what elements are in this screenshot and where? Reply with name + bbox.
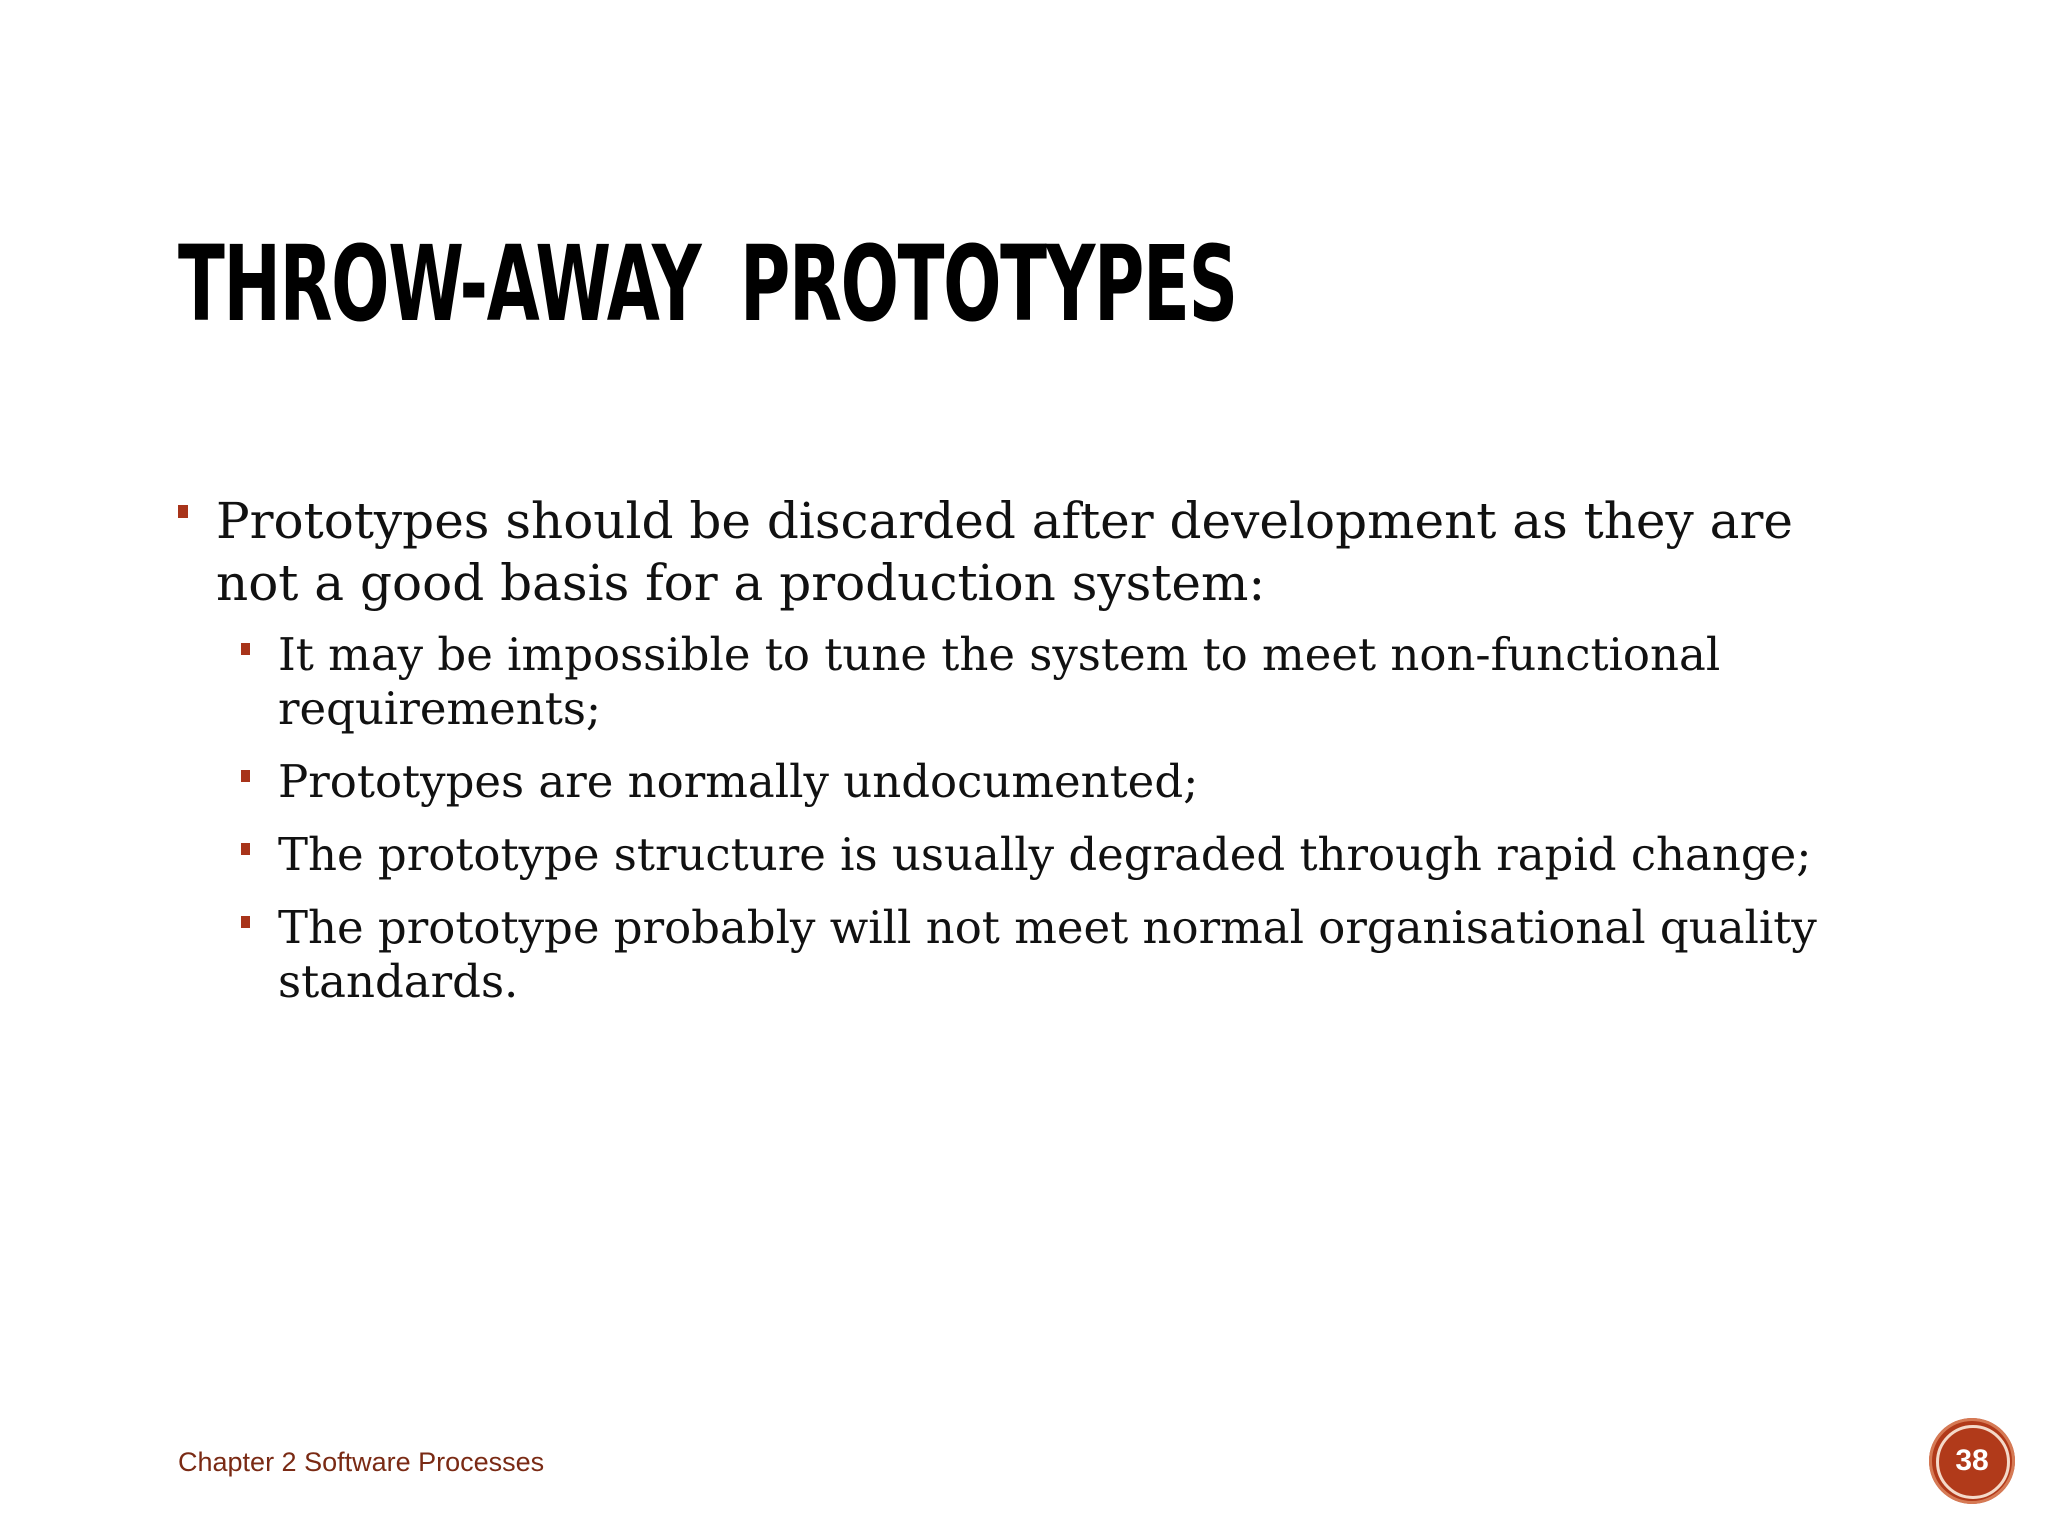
bullet-marker-icon <box>241 916 250 928</box>
sub-bullet <box>178 755 1898 809</box>
sub-bullet <box>178 628 1898 736</box>
main-bullet <box>178 490 1898 614</box>
main-bullet-text: Prototypes should be discarded after development as they are not a good basis for a production system: <box>216 492 1793 612</box>
bullet-marker-icon <box>178 505 188 518</box>
sub-bullet-text: The prototype probably will not meet normal organisational quality standards. <box>278 901 1817 1008</box>
page-number-badge <box>1929 1418 2015 1504</box>
bullet-marker-icon <box>241 643 250 655</box>
sub-bullet-text: Prototypes are normally undocumented; <box>278 755 1199 808</box>
sub-bullet <box>178 828 1898 882</box>
slide-title: THROW-AWAY PROTOTYPES <box>178 223 1237 345</box>
slide-content <box>178 490 1898 1028</box>
sub-bullet <box>178 901 1898 1009</box>
bullet-marker-icon <box>241 843 250 855</box>
sub-bullet-text: The prototype structure is usually degraded through rapid change; <box>278 828 1812 881</box>
sub-bullet-text: It may be impossible to tune the system to meet non-functional requirements; <box>278 628 1721 735</box>
slide-footer: Chapter 2 Software Processes <box>178 1447 545 1477</box>
page-number: 38 <box>1955 1444 1989 1477</box>
sub-bullet-list <box>178 628 1898 1009</box>
bullet-marker-icon <box>241 770 250 782</box>
